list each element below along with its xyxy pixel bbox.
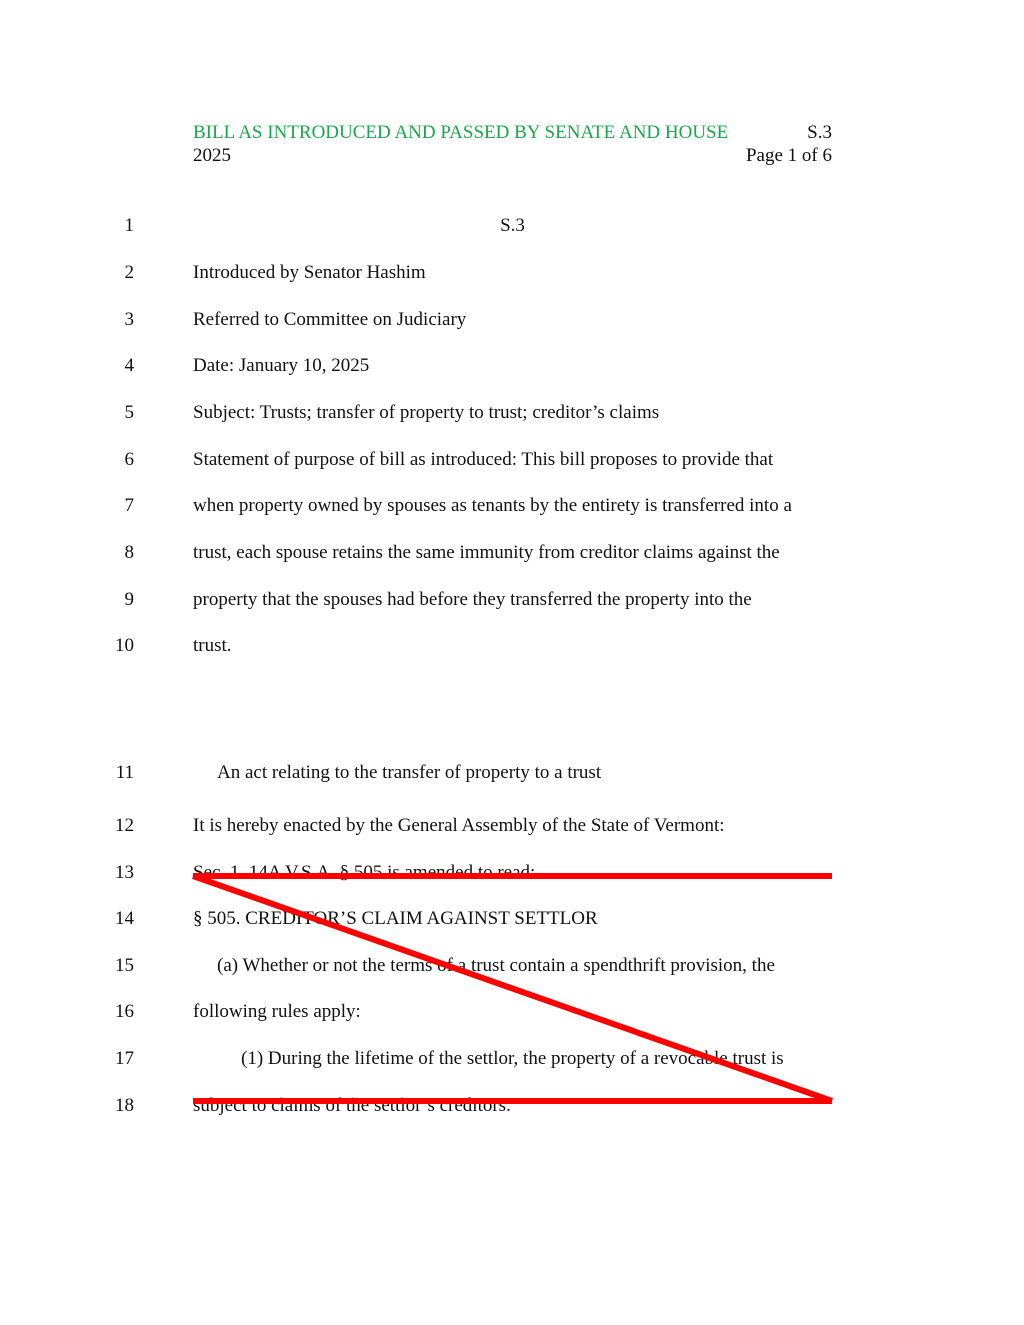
line-number: 17 xyxy=(115,1048,134,1069)
header-year: 2025 xyxy=(193,145,231,166)
header-page-label: Page 1 of 6 xyxy=(745,145,832,166)
line-number: 4 xyxy=(124,355,134,376)
purpose-text-line: Statement of purpose of bill as introduced: This bill proposes to provide that xyxy=(193,449,774,470)
bill-subject: Subject: Trusts; transfer of property to trust; creditor’s claims xyxy=(193,402,660,423)
line-number: 8 xyxy=(124,542,134,563)
line-number: 11 xyxy=(115,762,134,783)
line-number: 2 xyxy=(124,262,134,283)
act-title: An act relating to the transfer of property to a trust xyxy=(217,762,602,783)
line-number: 13 xyxy=(115,862,134,883)
enacting-clause: It is hereby enacted by the General Assembly of the State of Vermont: xyxy=(193,815,725,836)
line-number: 1 xyxy=(124,215,134,236)
section-heading: § 505. CREDITOR’S CLAIM AGAINST SETTLOR xyxy=(193,908,598,929)
line-number: 18 xyxy=(115,1095,134,1116)
line-number: 15 xyxy=(115,955,134,976)
referred-to: Referred to Committee on Judiciary xyxy=(193,309,467,330)
statute-text-line: (1) During the lifetime of the settlor, the property of a revocable trust is xyxy=(241,1048,784,1069)
line-number: 14 xyxy=(115,908,134,929)
statute-text-line: subject to claims of the settlor’s creditors. xyxy=(193,1095,511,1116)
line-number: 6 xyxy=(124,449,134,470)
header-title: BILL AS INTRODUCED AND PASSED BY SENATE AND HOUSE xyxy=(193,122,729,143)
line-number: 10 xyxy=(115,635,134,656)
bill-date: Date: January 10, 2025 xyxy=(193,355,370,376)
line-number: 12 xyxy=(115,815,134,836)
purpose-text-line: property that the spouses had before they transferred the property into the xyxy=(193,589,752,610)
statute-text-line: (a) Whether or not the terms of a trust contain a spendthrift provision, the xyxy=(217,955,775,976)
statute-text-line: following rules apply: xyxy=(193,1001,361,1022)
purpose-text-line: when property owned by spouses as tenants by the entirety is transferred into a xyxy=(193,495,792,516)
bill-number-heading: S.3 xyxy=(500,215,525,236)
introduced-by: Introduced by Senator Hashim xyxy=(193,262,426,283)
purpose-text-line: trust. xyxy=(193,635,232,656)
line-number: 5 xyxy=(124,402,134,423)
line-number: 7 xyxy=(124,495,134,516)
section-amendment: Sec. 1. 14A V.S.A. § 505 is amended to read: xyxy=(193,862,536,883)
line-number: 16 xyxy=(115,1001,134,1022)
header-bill-number: S.3 xyxy=(807,122,832,143)
purpose-text-line: trust, each spouse retains the same immunity from creditor claims against the xyxy=(193,542,780,563)
line-number: 9 xyxy=(124,589,134,610)
line-number: 3 xyxy=(124,309,134,330)
